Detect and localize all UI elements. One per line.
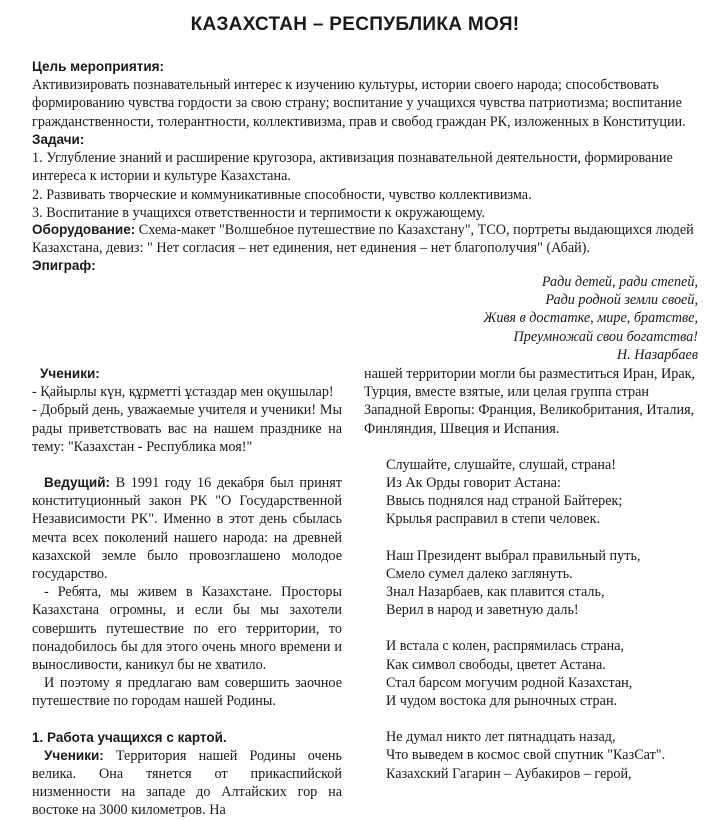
verse-line: Стал барсом могучим родной Казахстан,: [386, 674, 633, 691]
equipment-section: [32, 221, 704, 276]
goal-section: [32, 58, 704, 131]
epigraph-line: Преумножай свои богатства!: [513, 328, 698, 345]
epigraph-author: Н. Назарбаев: [616, 346, 698, 363]
equipment-text-2: Казахстана, девиз: " Нет согласия – нет единения, нет единения – нет благополучия" (Абай).: [32, 240, 591, 257]
task-line: 2. Развивать творческие и коммуникативные способности, чувство коллективизма.: [32, 186, 532, 203]
map-students-label: Ученики:: [44, 747, 104, 763]
epigraph: [338, 273, 698, 364]
section-heading: 1. Работа учащихся с картой.: [32, 729, 227, 745]
goal-line: гражданственности, толерантности, коллективизма, прав и свобод граждан РК, изложенных в Конституции.: [32, 113, 686, 130]
tasks-section: [32, 131, 704, 222]
verse-line: Как символ свободы, цветет Астана.: [386, 656, 606, 673]
verse-line: Не думал никто лет пятнадцать назад,: [386, 729, 616, 746]
stanza: [364, 456, 704, 529]
map-text: Территория нашей Родины очень велика. Она тянется от прикаспийской низменности на западе до Алтайских гор на востоке на 3000 километров. На: [32, 747, 342, 819]
epigraph-line: Ради родной земли своей,: [545, 292, 698, 309]
verse-line: Смело сумел далеко заглянуть.: [386, 565, 573, 582]
equipment-text: Схема-макет "Волшебное путешествие по Казахстану", ТСО, портреты выдающихся людей: [135, 222, 694, 238]
verse-line: Из Ак Орды говорит Астана:: [386, 475, 561, 492]
goal-heading: Цель мероприятия:: [32, 59, 165, 74]
verse-line: Верил в народ и заветную даль!: [386, 602, 579, 619]
page-title: КАЗАХСТАН – РЕСПУБЛИКА МОЯ!: [190, 14, 520, 35]
verse-line: Крылья расправил в степи человек.: [386, 511, 601, 528]
task-line: 1. Углубление знаний и расширение кругозора, активизация познавательной деятельности, формирование: [32, 150, 673, 167]
left-column: [32, 365, 342, 820]
stanza: [364, 637, 704, 710]
right-column: [364, 365, 704, 783]
stanza: [364, 728, 704, 783]
equipment-heading: Оборудование:: [32, 222, 136, 237]
student-line: - Қайырлы күн, құрметті ұстаздар мен оқушылар!: [32, 384, 334, 401]
verse-line: Казахский Гагарин – Аубакиров – герой,: [386, 765, 632, 782]
verse-line: И чудом востока для рыночных стран.: [386, 693, 618, 710]
task-line: интереса к истории и культуре Казахстана.: [32, 168, 291, 185]
host-paragraph: И поэтому я предлагаю вам совершить заочное путешествие по городам нашей Родины.: [32, 675, 342, 710]
task-line: 3. Воспитание в учащихся ответственности и терпимости к окружающему.: [32, 204, 486, 221]
epigraph-heading: Эпиграф:: [32, 258, 96, 274]
students-heading: Ученики:: [40, 366, 100, 381]
stanza: [364, 547, 704, 620]
student-line: - Добрый день, уважаемые учителя и ученики! Мы рады приветствовать вас на нашем празднике на тему: "Казахстан - Республика моя!": [32, 402, 342, 455]
goal-line: Активизировать познавательный интерес к изучению культуры, истории своего народа; способствовать: [32, 77, 659, 94]
epigraph-line: Ради детей, ради степей,: [541, 274, 698, 290]
verse-line: Ввысь поднялся над страной Байтерек;: [386, 493, 623, 510]
tasks-heading: Задачи:: [32, 132, 85, 147]
host-paragraph: - Ребята, мы живем в Казахстане. Просторы Казахстана огромны, и если бы мы захотели совершить путешествие по его территории, то понадобилось бы для этого очень много времени и выносливости, каникул бы не хватило.: [32, 584, 342, 674]
verse-line: Знал Назарбаев, как плавится сталь,: [386, 584, 605, 601]
verse-line: И встала с колен, распрямилась страна,: [386, 638, 625, 655]
verse-line: Слушайте, слушайте, слушай, страна!: [386, 456, 616, 473]
epigraph-line: Живя в достатке, мире, братстве,: [483, 310, 698, 327]
goal-line: формированию чувства гордости за свою страну; воспитание у учащихся чувства патриотизма; воспитание: [32, 95, 682, 112]
host-label: Ведущий:: [44, 475, 110, 491]
right-prose: нашей территории могли бы разместиться Иран, Ирак, Турция, вместе взятые, или целая группа стран Западной Европы: Франция, Великобритания, Италия, Финляндия, Швеция и Испания.: [364, 366, 696, 437]
verse-line: Что выведем в космос свой спутник "КазСат".: [386, 747, 666, 764]
host-text: В 1991 году 16 декабря был принят конституционный закон РК "О Государственной Независимости РК". Именно в этот день сбылась мечта всех поколений нашего народа: на древней казахской земле было провозглашено молодое государство.: [32, 475, 342, 583]
verse-line: Наш Президент выбрал правильный путь,: [386, 547, 641, 564]
